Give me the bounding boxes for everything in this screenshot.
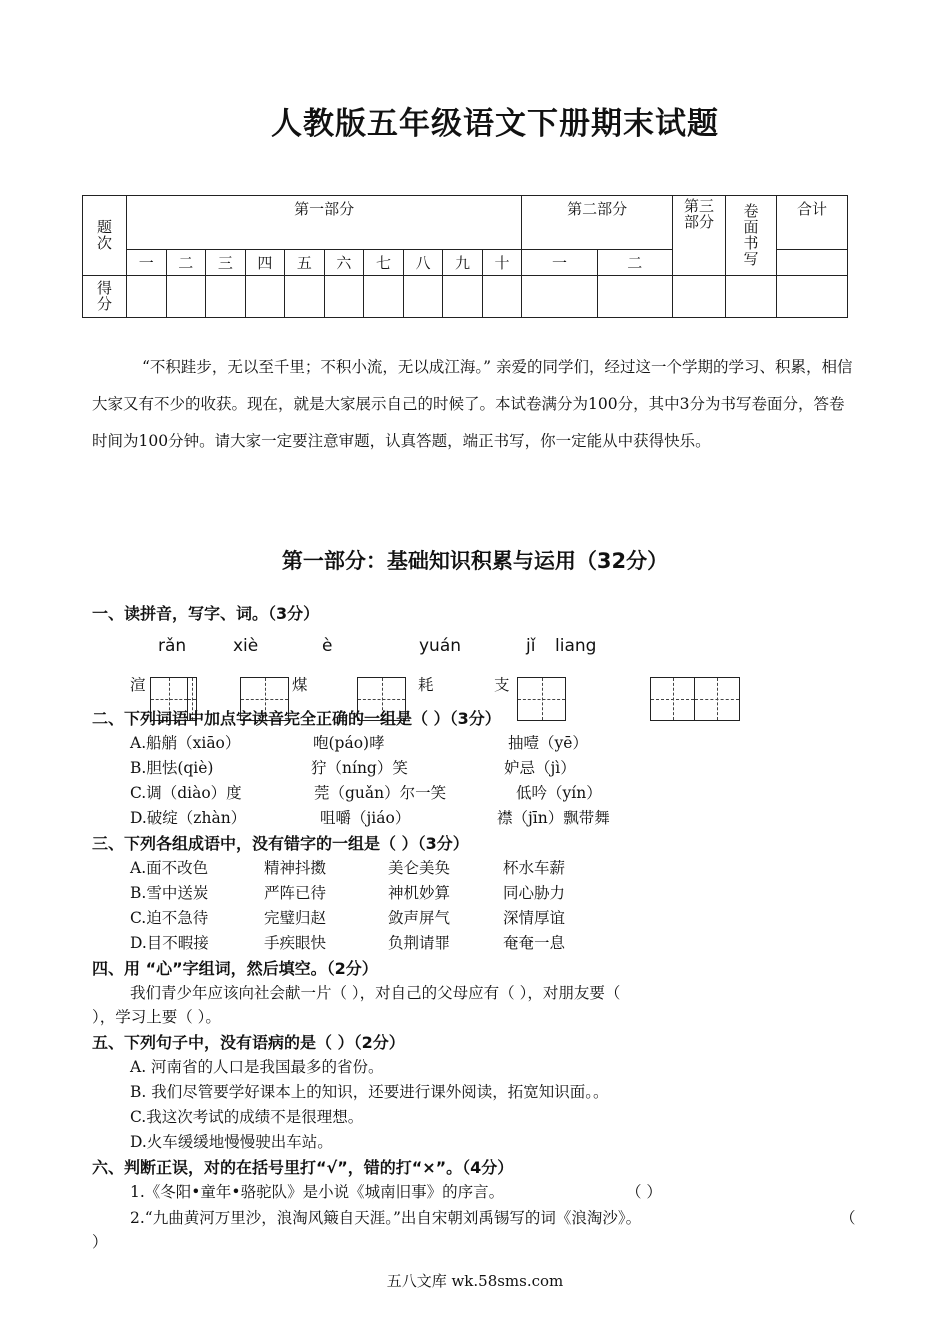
page-title: 人教版五年级语文下册期末试题 (271, 106, 719, 142)
score-table (82, 195, 848, 318)
q2-a-2: 咆(páo)哮 (313, 734, 385, 752)
q2-d-1: D.破绽（zhàn） (130, 809, 247, 827)
header-total: 合计 (777, 196, 848, 250)
intro-paragraph: “不积跬步，无以至千里；不积小流，无以成江海。” 亲爱的同学们，经过这一个学期的学习、积累，相信大家又有不少的收获。现在，就是大家展示自己的时候了。本试卷满分为100分，其中3分为书写卷面分，答卷时间为100分钟。请大家一定要注意审题，认真答题，端正书写，你一定能从中获得快乐。 (92, 358, 853, 450)
q3-b-2: 严阵已待 (264, 884, 327, 902)
header-neat: 卷面书写 (726, 196, 777, 276)
score-cell[interactable] (673, 276, 726, 318)
q2-c-3: 低吟（yín） (516, 784, 602, 802)
col-6: 六 (324, 250, 364, 276)
q6-item2-paren-open[interactable]: （ (840, 1209, 856, 1227)
pinyin-1: rǎn (158, 636, 187, 656)
q4-line1: 我们青少年应该向社会献一片（ ），对自己的父母应有（ ），对朋友要（ (130, 984, 621, 1002)
row-label-defen: 得分 (83, 276, 127, 318)
q6-item2-paren-close: ） (92, 1233, 108, 1251)
col-1: 一 (127, 250, 167, 276)
q2-b-2: 狞（níng）笑 (311, 759, 408, 777)
char-4: 支 (494, 676, 510, 694)
q6-item2: 2.“九曲黄河万里沙，浪淘风簸自天涯。”出自宋朝刘禹锡写的词《浪淘沙》。 (130, 1209, 642, 1227)
q3-a-2: 精神抖擞 (264, 859, 327, 877)
score-cell[interactable] (482, 276, 522, 318)
q3-a-1: A.面不改色 (130, 859, 209, 877)
q4-heading: 四、用 “心”字组词，然后填空。（2分） (92, 959, 378, 978)
q3-a-4: 杯水车薪 (503, 859, 566, 877)
col-p2-2: 二 (597, 250, 672, 276)
q3-d-4: 奄奄一息 (503, 934, 566, 952)
q5-heading: 五、下列句子中，没有语病的是（ ）（2分） (92, 1033, 405, 1052)
col-3: 三 (206, 250, 246, 276)
q2-b-1: B.胆怯(qiè) (130, 759, 214, 777)
char-2: 煤 (292, 676, 308, 694)
char-1: 渲 (130, 676, 146, 694)
col-4: 四 (245, 250, 285, 276)
q4-line2: ），学习上要（ ）。 (92, 1008, 221, 1026)
col-7: 七 (364, 250, 404, 276)
q3-c-2: 完璧归赵 (264, 909, 327, 927)
score-cell[interactable] (522, 276, 597, 318)
q3-d-2: 手疾眼快 (264, 934, 327, 952)
q5-a: A. 河南省的人口是我国最多的省份。 (130, 1058, 384, 1076)
q3-heading: 三、下列各组成语中，没有错字的一组是（ ）（3分） (92, 834, 469, 853)
q1-heading: 一、读拼音，写字、词。（3分） (92, 604, 320, 623)
q3-c-4: 深情厚谊 (503, 909, 566, 927)
col-2: 二 (166, 250, 206, 276)
score-cell[interactable] (285, 276, 325, 318)
q2-a-3: 抽噎（yē） (508, 734, 588, 752)
score-cell[interactable] (206, 276, 246, 318)
header-part2: 第二部分 (522, 196, 673, 250)
score-cell[interactable] (364, 276, 404, 318)
q2-a-1: A.船艄（xiāo） (130, 734, 241, 752)
q2-c-1: C.调（diào）度 (130, 784, 242, 802)
score-cell[interactable] (245, 276, 285, 318)
score-cell[interactable] (403, 276, 443, 318)
score-cell[interactable] (166, 276, 206, 318)
row-label-tici: 题次 (83, 196, 127, 276)
q6-item1-answer[interactable]: （ ） (626, 1183, 662, 1201)
q5-c: C.我这次考试的成绩不是很理想。 (130, 1108, 364, 1126)
score-cell[interactable] (777, 276, 848, 318)
q3-c-3: 敛声屏气 (388, 909, 451, 927)
col-5: 五 (285, 250, 325, 276)
q2-d-3: 襟（jīn）飘带舞 (497, 809, 610, 827)
pinyin-4: yuán (419, 636, 462, 656)
q6-heading: 六、判断正误，对的在括号里打“√”，错的打“×”。（4分） (92, 1158, 514, 1177)
col-9: 九 (443, 250, 483, 276)
score-cell[interactable] (324, 276, 364, 318)
q3-b-3: 神机妙算 (388, 884, 451, 902)
section1-title: 第一部分：基础知识积累与运用（32分） (281, 549, 669, 573)
q2-c-2: 莞（guǎn）尔一笑 (314, 784, 447, 802)
col-p2-1: 一 (522, 250, 597, 276)
score-cell[interactable] (443, 276, 483, 318)
writing-box-4[interactable] (517, 677, 566, 721)
q5-b: B. 我们尽管要学好课本上的知识，还要进行课外阅读，拓宽知识面。。 (130, 1083, 609, 1101)
q5-d: D.火车缓缓地慢慢驶出车站。 (130, 1133, 333, 1151)
header-part3: 第三部分 (673, 196, 726, 276)
q3-c-1: C.迫不急待 (130, 909, 209, 927)
q3-d-1: D.目不暇接 (130, 934, 209, 952)
pinyin-5: jǐ (526, 636, 536, 656)
score-cell[interactable] (726, 276, 777, 318)
pinyin-3: è (322, 636, 333, 656)
q6-item1: 1.《冬阳•童年•骆驼队》是小说《城南旧事》的序言。 (130, 1183, 505, 1201)
q3-d-3: 负荆请罪 (388, 934, 451, 952)
col-8: 八 (403, 250, 443, 276)
total-blank (777, 250, 848, 276)
pinyin-2: xiè (233, 636, 259, 656)
col-10: 十 (482, 250, 522, 276)
writing-box-5[interactable] (650, 677, 740, 721)
pinyin-6: liang (555, 636, 597, 656)
char-3: 耗 (418, 676, 434, 694)
header-part1: 第一部分 (127, 196, 522, 250)
q2-b-3: 妒忌（jì） (504, 759, 576, 777)
q3-a-3: 美仑美奂 (388, 859, 451, 877)
q3-b-4: 同心胁力 (503, 884, 566, 902)
score-cell[interactable] (597, 276, 672, 318)
score-cell[interactable] (127, 276, 167, 318)
footer-watermark: 五八文库 wk.58sms.com (386, 1272, 564, 1290)
q2-heading: 二、下列词语中加点字读音完全正确的一组是（ ）（3分） (92, 709, 501, 728)
q2-d-2: 咀嚼（jiáo） (320, 809, 411, 827)
q3-b-1: B.雪中送炭 (130, 884, 209, 902)
